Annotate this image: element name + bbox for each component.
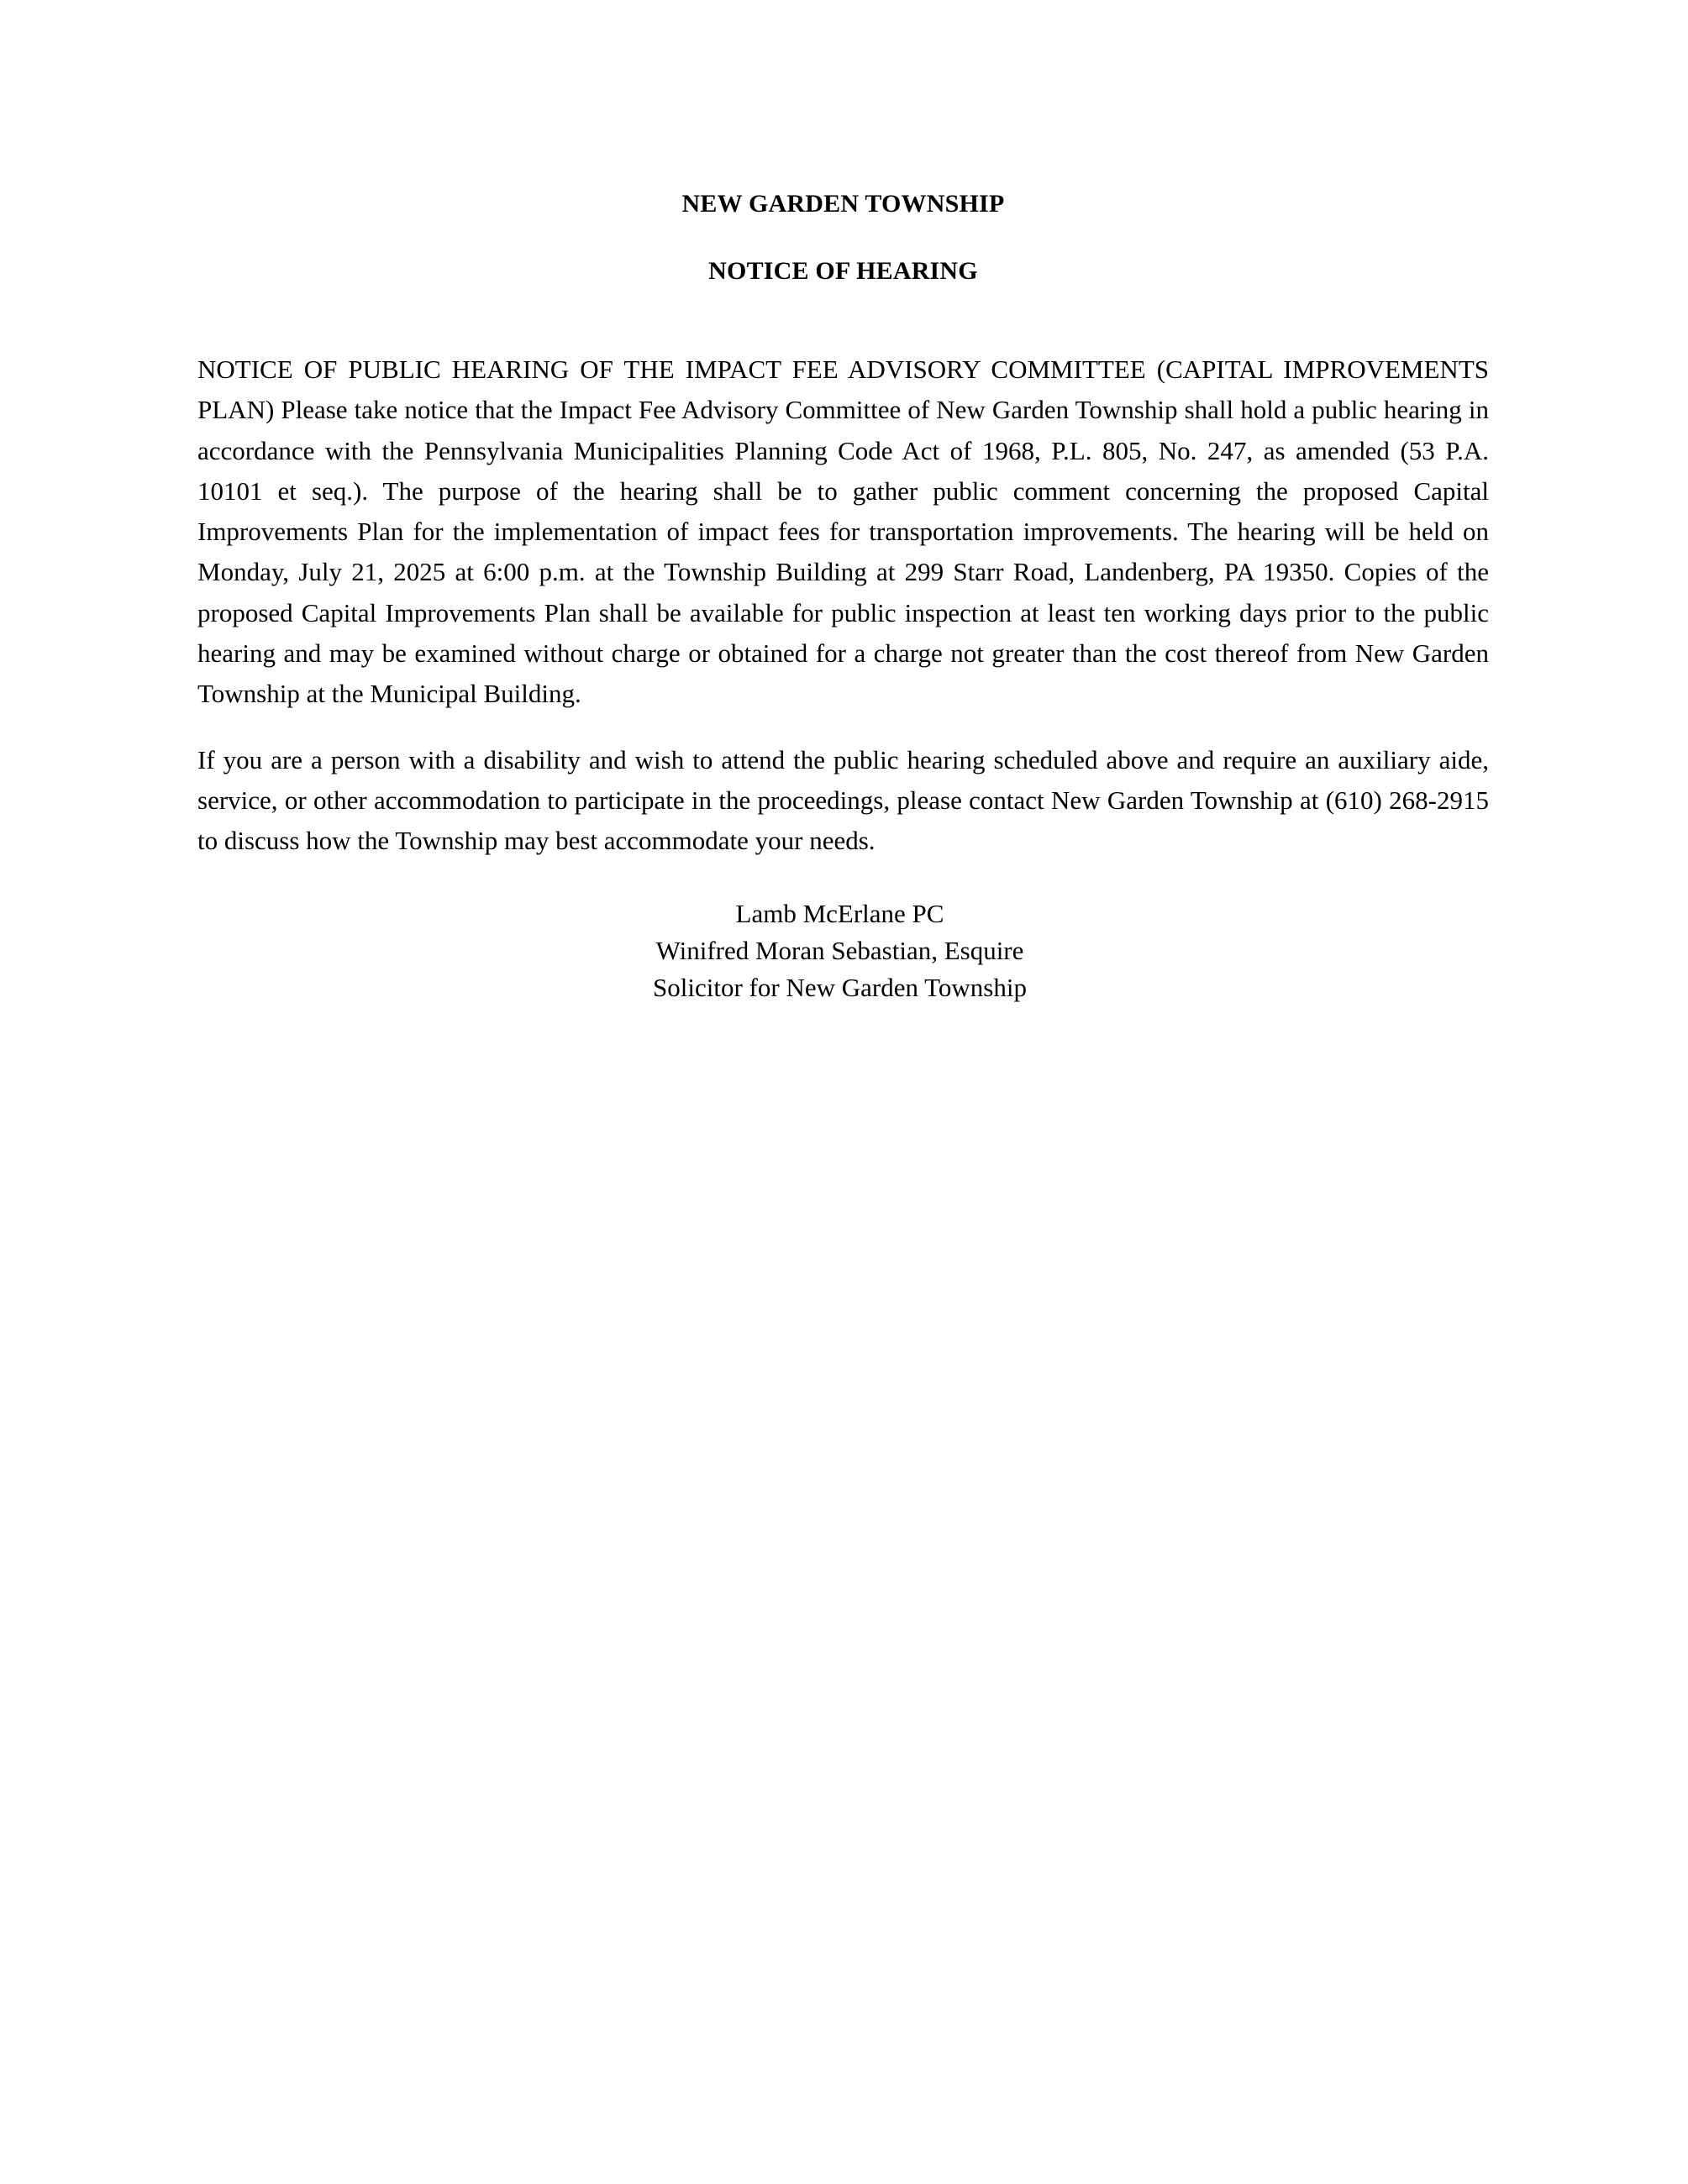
body-block	[197, 349, 1489, 862]
paragraph-accessibility-notice: If you are a person with a disability and wish to attend the public hearing scheduled above and require an auxiliary aide, service, or other accommodation to participate in the proceedings, please contact New Garden Township at (610) 268-2915 to discuss how the Township may best accommodate your needs.	[197, 744, 1489, 856]
heading-block	[197, 0, 1489, 284]
document-title: NEW GARDEN TOWNSHIP	[681, 190, 1005, 218]
signature-firm-name: Lamb McErlane PC	[735, 898, 944, 928]
signature-attorney-name: Winifred Moran Sebastian, Esquire	[655, 935, 1024, 965]
signature-block	[197, 895, 1489, 1006]
signature-role: Solicitor for New Garden Township	[653, 972, 1027, 1002]
document-subtitle: NOTICE OF HEARING	[708, 257, 978, 285]
paragraph-hearing-notice: NOTICE OF PUBLIC HEARING OF THE IMPACT FEE ADVISORY COMMITTEE (CAPITAL IMPROVEMENTS PLAN) Please take notice that the Impact Fee Advisory Committee of New Garden Township shall hold a public hearing in accordance with the Pennsylvania Municipalities Planning Code Act of 1968, P.L. 805, No. 247, as amended (53 P.A. 10101 et seq.). The purpose of the hearing shall be to gather public comment concerning the proposed Capital Improvements Plan for the implementation of impact fees for transportation improvements. The hearing will be held on Monday, July 21, 2025 at 6:00 p.m. at the Township Building at 299 Starr Road, Landenberg, PA 19350. Copies of the proposed Capital Improvements Plan shall be available for public inspection at least ten working days prior to the public hearing and may be examined without charge or obtained for a charge not greater than the cost thereof from New Garden Township at the Municipal Building.	[197, 354, 1489, 709]
document-content	[197, 0, 1489, 1006]
